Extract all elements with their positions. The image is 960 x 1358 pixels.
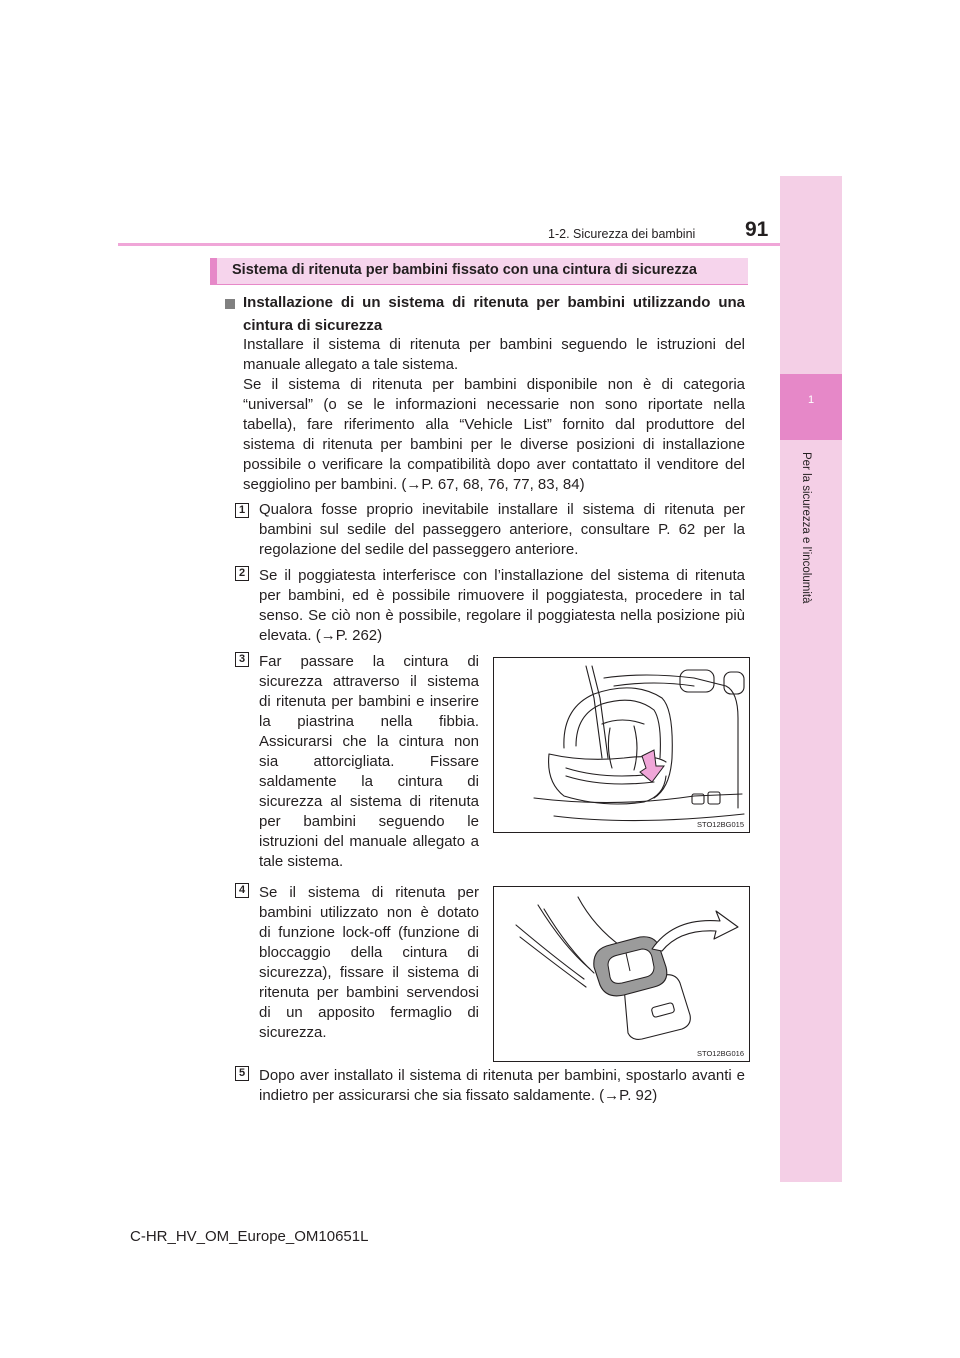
step-line: saldamente la cintura di [259, 773, 479, 790]
intro-line: seggiolino per bambini. (→P. 67, 68, 76, 77, 83, 84) [243, 476, 585, 493]
step-line: Qualora fosse proprio inevitabile installare il sistema di ritenuta per [259, 501, 745, 518]
step-line: di ritenuta per bambini e inserire [259, 693, 479, 710]
square-bullet-icon [225, 299, 235, 309]
step-line: Assicurarsi che la cintura non [259, 733, 479, 750]
step-line: sicurezza al sistema di ritenuta [259, 793, 479, 810]
step-line: tale sistema. [259, 853, 344, 870]
step-line: sicurezza), fissare il sistema di [259, 964, 479, 981]
step-line: Se il poggiatesta interferisce con l’installazione del sistema di ritenuta [259, 567, 745, 584]
locking-clip-illustration [494, 887, 749, 1061]
step-line: Dopo aver installato il sistema di ritenuta per bambini, spostarlo avanti e [259, 1067, 745, 1084]
child-seat-illustration [494, 658, 749, 832]
step-line: per bambini, ed è possibile rimuovere il poggiatesta, procedere in tal [259, 587, 745, 604]
step-line: sicurezza attraverso il sistema [259, 673, 479, 690]
step-3-badge: 3 [235, 652, 249, 667]
chapter-number-block[interactable] [780, 374, 842, 440]
subheading: Installazione di un sistema di ritenuta per bambini utilizzando una cintura di sicurezza [243, 294, 745, 334]
intro-line: sistema di ritenuta per bambini per le diverse posizioni di installazione [243, 436, 745, 453]
figure-child-seat-belt [493, 657, 750, 833]
step-line: Se il sistema di ritenuta per [259, 884, 479, 901]
figure-code: STO12BG016 [697, 1049, 744, 1058]
intro-line: Installare il sistema di ritenuta per bambini seguendo le istruzioni del [243, 336, 745, 353]
header-divider [118, 243, 780, 246]
intro-line: manuale allegato a tale sistema. [243, 356, 459, 373]
step-line: sicurezza. [259, 1024, 327, 1041]
step-4-text [259, 883, 479, 1043]
step-1-text [259, 500, 745, 560]
step-5-text [259, 1066, 745, 1106]
step-line: indietro per assicurarsi che sia fissato saldamente. (→P. 92) [259, 1087, 658, 1104]
step-line: bambini utilizzato non è dotato [259, 904, 479, 921]
running-header-section: 1-2. Sicurezza dei bambini [548, 227, 696, 241]
step-line: istruzioni del manuale allegato a [259, 833, 479, 850]
step-line: sia attorcigliata. Fissare [259, 753, 479, 770]
step-line: bambini sul sedile del passeggero anteriore, consultare P. 62 per la [259, 521, 745, 538]
chapter-sidebar-tab [780, 176, 842, 1182]
step-line: per bambini seguendo le [259, 813, 479, 830]
chapter-title: Per la sicurezza e l’incolumità [800, 452, 812, 604]
intro-paragraph [243, 335, 745, 495]
step-line: regolazione del sedile del passeggero anteriore. [259, 541, 579, 558]
step-4-badge: 4 [235, 883, 249, 898]
section-title: Sistema di ritenuta per bambini fissato con una cintura di sicurezza [232, 262, 697, 278]
step-line: di funzione lock-off (funzione di [259, 924, 479, 941]
intro-line: “universal” (o se le informazioni necessarie non sono riportate nella [243, 396, 745, 413]
step-2-text [259, 566, 745, 646]
section-title-bar [210, 258, 748, 285]
step-line: la piastrina nella fibbia. [259, 713, 479, 730]
step-line: di un apposito fermaglio di [259, 1004, 479, 1021]
step-1-badge: 1 [235, 503, 249, 518]
step-3-text [259, 652, 479, 872]
page-number: 91 [745, 218, 769, 241]
step-line: Far passare la cintura di [259, 653, 479, 670]
figure-code: STO12BG015 [697, 820, 744, 829]
step-2-badge: 2 [235, 566, 249, 581]
step-line: elevata. (→P. 262) [259, 627, 383, 644]
intro-line: possibile o verificare la compatibilità dopo aver contattato il venditore del [243, 456, 745, 473]
step-line: senso. Se ciò non è possibile, regolare il poggiatesta nella posizione più [259, 607, 745, 624]
document-id: C-HR_HV_OM_Europe_OM10651L [130, 1228, 369, 1245]
step-line: ritenuta per bambini servendosi [259, 984, 479, 1001]
step-line: bloccaggio della cintura di [259, 944, 479, 961]
intro-line: tabella), fare riferimento alla “Vehicle List” fornito dal produttore del [243, 416, 745, 433]
figure-locking-clip [493, 886, 750, 1062]
step-5-badge: 5 [235, 1066, 249, 1081]
intro-line: Se il sistema di ritenuta per bambini disponibile non è di categoria [243, 376, 745, 393]
chapter-number: 1 [807, 394, 815, 406]
